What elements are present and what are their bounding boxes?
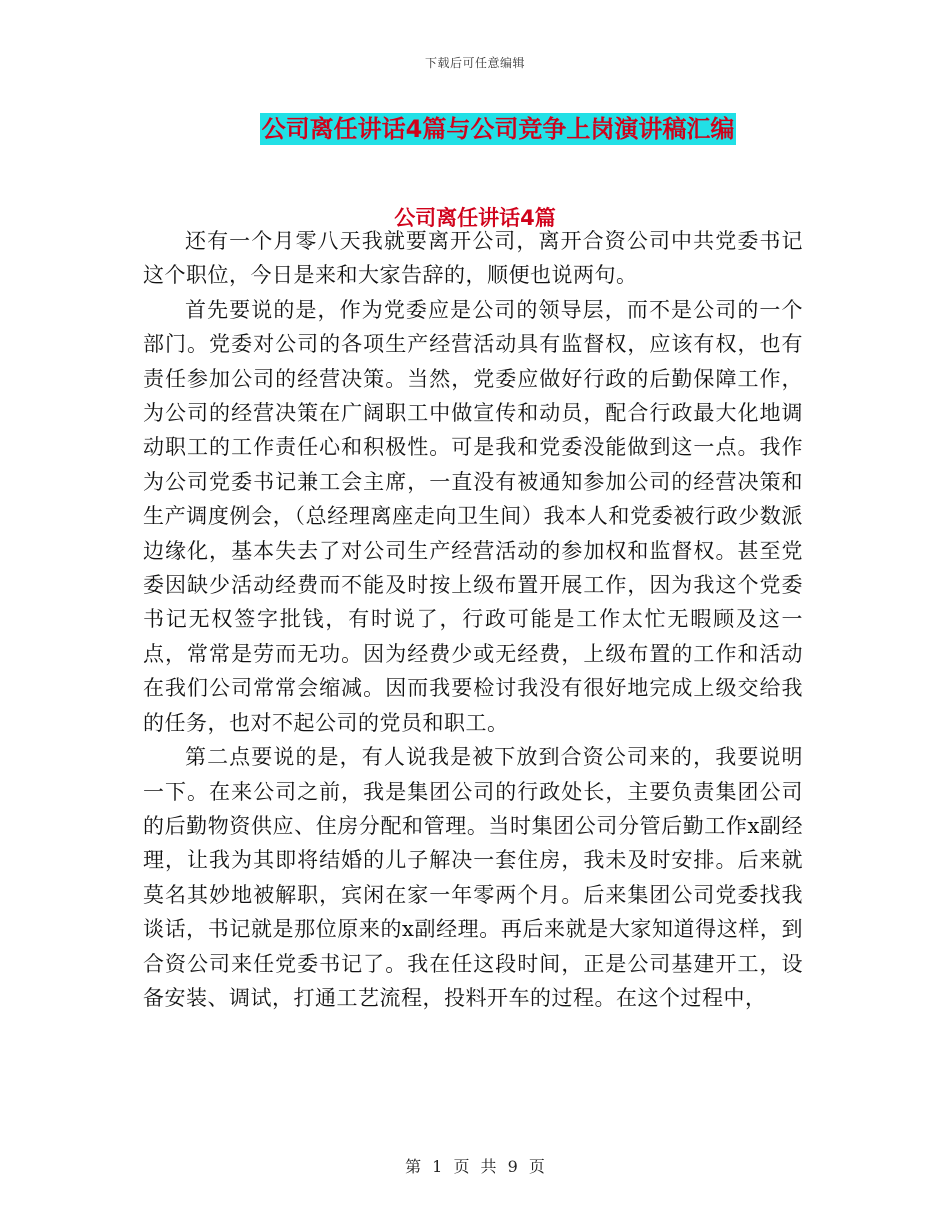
- document-body: [143, 224, 803, 1015]
- document-title-container: [0, 113, 950, 145]
- paragraph: 第二点要说的是，有人说我是被下放到合资公司来的，我要说明一下。在来公司之前，我是集团公司的行政处长，主要负责集团公司的后勤物资供应、住房分配和管理。当时集团公司分管后勤工作x副经理，让我为其即将结婚的儿子解决一套住房，我未及时安排。后来就莫名其妙地被解职，宾闲在家一年零两个月。后来集团公司党委找我谈话，书记就是那位原来的x副经理。再后来就是大家知道得这样，到合资公司来任党委书记了。我在任这段时间，正是公司基建开工，设备安装、调试，打通工艺流程，投料开车的过程。在这个过程中，: [143, 745, 803, 1010]
- section-title: 公司离任讲话4篇: [394, 206, 556, 230]
- page-footer: 第 1 页 共 9 页: [405, 1157, 545, 1176]
- paragraph: 还有一个月零八天我就要离开公司，离开合资公司中共党委书记这个职位，今日是来和大家告辞的，顺便也说两句。: [143, 229, 803, 288]
- paragraph: 首先要说的是，作为党委应是公司的领导层，而不是公司的一个部门。党委对公司的各项生产经营活动具有监督权，应该有权，也有责任参加公司的经营决策。当然，党委应做好行政的后勤保障工作，为公司的经营决策在广阔职工中做宣传和动员，配合行政最大化地调动职工的工作责任心和积极性。可是我和党委没能做到这一点。我作为公司党委书记兼工会主席，一直没有被通知参加公司的经营决策和生产调度例会，（总经理离座走向卫生间）我本人和党委被行政少数派边缘化，基本失去了对公司生产经营活动的参加权和监督权。甚至党委因缺少活动经费而不能及时按上级布置开展工作，因为我这个党委书记无权签字批钱，有时说了，行政可能是工作太忙无暇顾及这一点，常常是劳而无功。因为经费少或无经费，上级布置的工作和活动在我们公司常常会缩减。因而我要检讨我没有很好地完成上级交给我的任务，也对不起公司的党员和职工。: [143, 297, 803, 735]
- document-title: 公司离任讲话4篇与公司竞争上岗演讲稿汇编: [261, 115, 735, 143]
- header-note: 下载后可任意编辑: [424, 56, 525, 70]
